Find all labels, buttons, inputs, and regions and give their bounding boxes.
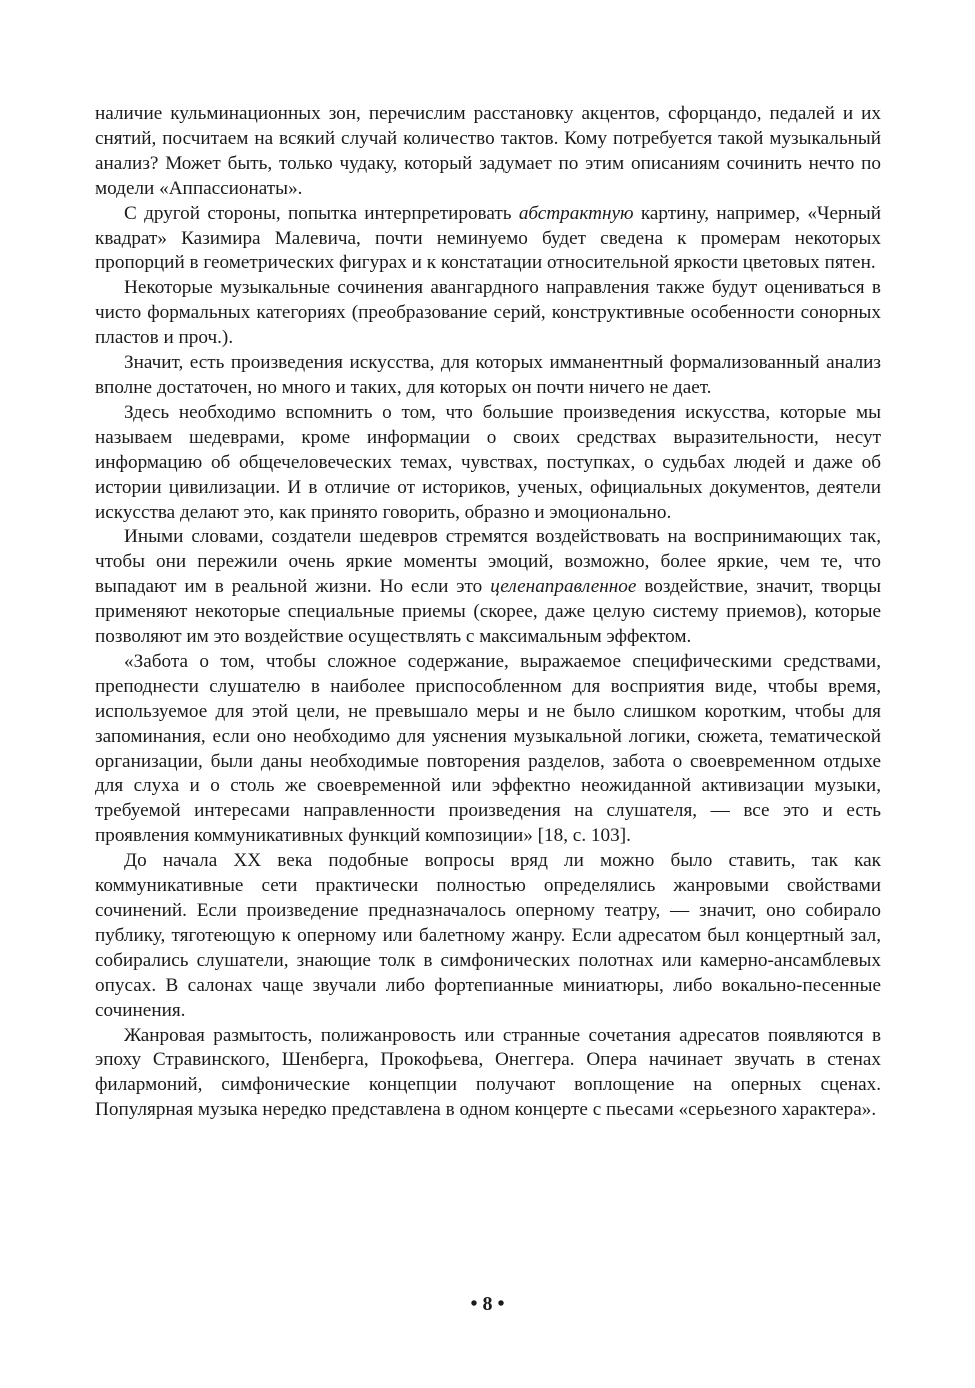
paragraph-6 xyxy=(95,525,881,650)
paragraph-2 xyxy=(95,202,881,277)
paragraph-2-text-a: С другой стороны, попытка интерпретировать xyxy=(124,202,519,224)
paragraph-6-text-a: Иными словами, создатели шедевров стремятся воздействовать на воспринимающих так, чтобы они пережили очень яркие моменты эмоций, возможно, более яркие, чем те, что выпадают им в реальной жизни. Но если это xyxy=(95,526,881,598)
paragraph-5 xyxy=(95,401,881,526)
paragraph-1 xyxy=(95,102,881,202)
paragraph-6-text-b: воздействие, значит, творцы применяют некоторые специальные приемы (скорее, даже целую систему приемов), которые позволяют им это воздействие осуществлять с максимальным эффектом. xyxy=(95,576,881,648)
paragraph-7-text: «Забота о том, чтобы сложное содержание, выражаемое специфическими средствами, преподнести слушателю в наиболее приспособленном для восприятия виде, чтобы время, используемое для этой цели, не превышало меры и не было слишком коротким, чтобы для запоминания, если оно необходимо для уяснения музыкальной логики, сюжета, тематической организации, были даны необходимые повторения разделов, забота о своевременном отдыхе для слуха и о столь же своевременной или эффектно неожиданной активизации музыки, требуемой интересами направленности произведения на слушателя, — все это и есть проявления коммуникативных функций композиции» [18, с. 103]. xyxy=(95,650,881,847)
page-body xyxy=(95,102,881,1123)
paragraph-4 xyxy=(95,351,881,401)
paragraph-6-italic: целенаправленное xyxy=(490,576,637,598)
paragraph-8 xyxy=(95,849,881,1023)
page-number: • 8 • xyxy=(470,1293,505,1315)
paragraph-2-text-b: картину, например, «Черный квадрат» Казимира Малевича, почти неминуемо будет сведена к промерам некоторых пропорций в геометрических фигурах и к констатации относительной яркости цветовых пятен. xyxy=(95,202,882,274)
paragraph-4-text: Значит, есть произведения искусства, для которых имманентный формализованный анализ вполне достаточен, но много и таких, для которых он почти ничего не дает. xyxy=(95,352,881,398)
paragraph-7-quote xyxy=(95,650,881,849)
paragraph-3 xyxy=(95,276,881,351)
paragraph-5-text: Здесь необходимо вспомнить о том, что большие произведения искусства, которые мы называем шедеврами, кроме информации о своих средствах выразительности, несут информацию об общечеловеческих темах, чувствах, поступках, о судьбах людей и даже об истории цивилизации. И в отличие от историков, ученых, официальных документов, деятели искусства делают это, как принято говорить, образно и эмоционально. xyxy=(95,401,881,523)
paragraph-9 xyxy=(95,1024,881,1124)
paragraph-1-text: наличие кульминационных зон, перечислим расстановку акцентов, сфорцандо, педалей и их снятий, посчитаем на всякий случай количество тактов. Кому потребуется такой музыкальный анализ? Может быть, только чудаку, который задумает по этим описаниям сочинить нечто по модели «Аппассионаты». xyxy=(95,103,881,199)
paragraph-2-italic: абстрактную xyxy=(518,202,634,224)
paragraph-8-text: До начала XX века подобные вопросы вряд ли можно было ставить, так как коммуникативные сети практически полностью определялись жанровыми свойствами сочинений. Если произведение предназначалось оперному театру, — значит, оно собирало публику, тяготеющую к оперному или балетному жанру. Если адресатом был концертный зал, собирались слушатели, знающие толк в симфонических полотнах или камерно-ансамблевых опусах. В салонах чаще звучали либо фортепианные миниатюры, либо вокально-песенные сочинения. xyxy=(95,850,881,1021)
paragraph-3-text: Некоторые музыкальные сочинения авангардного направления также будут оцениваться в чисто формальных категориях (преобразование серий, конструктивные особенности сонорных пластов и проч.). xyxy=(95,277,881,349)
paragraph-9-text: Жанровая размытость, полижанровость или странные сочетания адресатов появляются в эпоху Стравинского, Шенберга, Прокофьева, Онеггера. Опера начинает звучать в стенах филармоний, симфонические концепции получают воплощение на оперных сценах. Популярная музыка нередко представлена в одном концерте с пьесами «серьезного характера». xyxy=(95,1024,881,1121)
